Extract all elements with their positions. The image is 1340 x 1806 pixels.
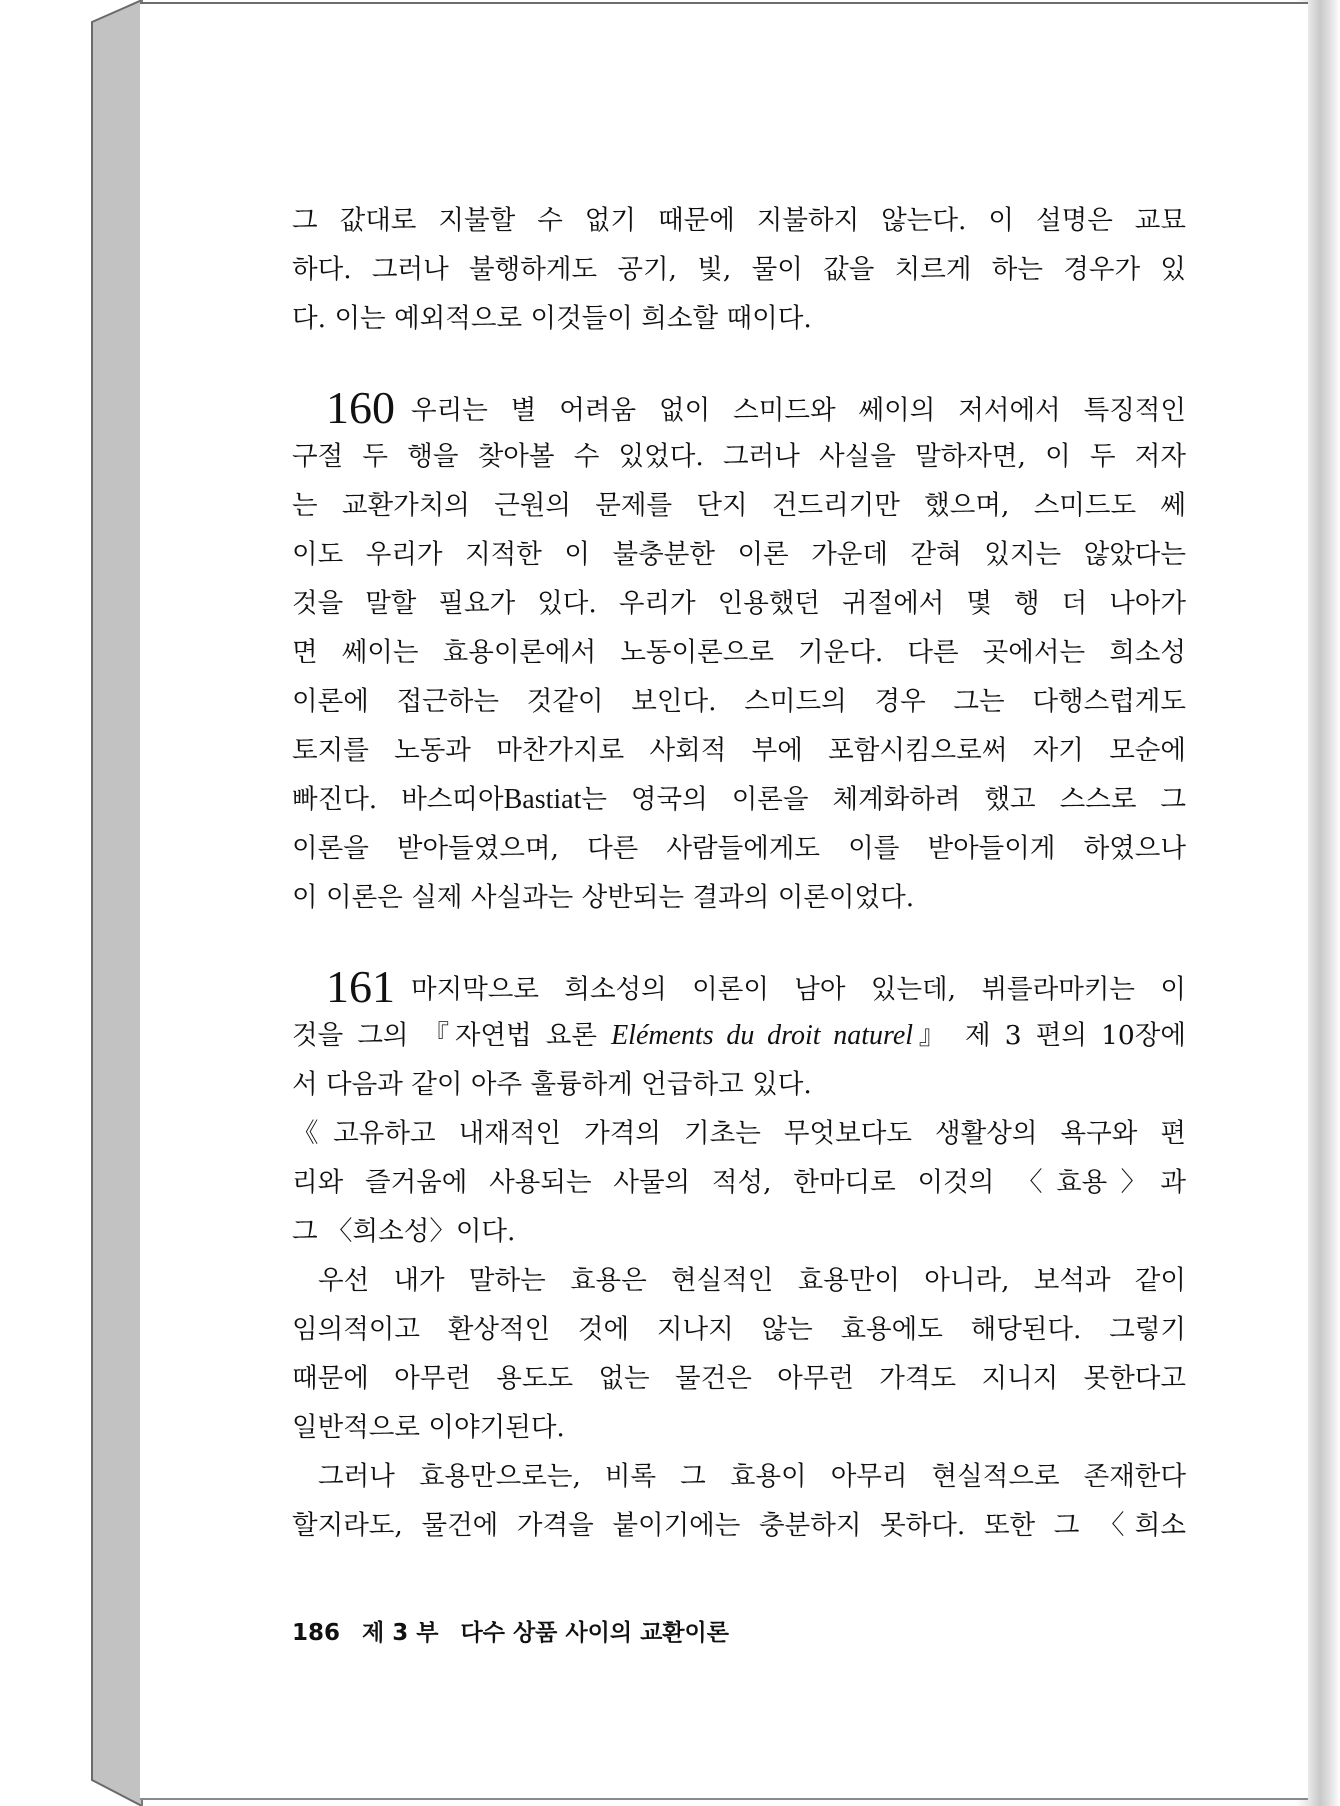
text-fragment: 것을 그의 『자연법 요론 <box>292 1020 612 1051</box>
text-line: 우리는 별 어려움 없이 스미드와 쎄이의 저서에서 특징적인 <box>411 395 1186 426</box>
text-line: 는 교환가치의 근원의 문제를 단지 건드리기만 했으며, 스미드도 쎄 <box>292 490 1186 521</box>
section-first-line <box>292 962 1186 1011</box>
text-line: 때문에 아무런 용도도 없는 물건은 아무런 가격도 지니지 못한다고 <box>292 1363 1186 1394</box>
text-fragment: 』 제 3 편의 10장에 <box>913 1020 1186 1051</box>
text-fragment: 그러나 효용만으로는, 비록 그 효용이 아무리 현실적으로 존재한다 <box>318 1461 1186 1492</box>
text-line: 할지라도, 물건에 가격을 붙이기에는 충분하지 못하다. 또한 그 〈희소 <box>292 1510 1186 1541</box>
text-line: 이론에 접근하는 것같이 보인다. 스미드의 경우 그는 다행스럽게도 <box>292 686 1186 717</box>
section-160 <box>292 383 1186 922</box>
page-footer <box>292 1614 743 1647</box>
text-line: 이도 우리가 지적한 이 불충분한 이론 가운데 갇혀 있지는 않았다는 <box>292 539 1186 570</box>
text-line-bastiat <box>292 775 1186 824</box>
text-line: 것을 말할 필요가 있다. 우리가 인용했던 귀절에서 몇 행 더 나아가 <box>292 588 1186 619</box>
text-line-book-title <box>292 1011 1186 1060</box>
quote-line: 리와 즐거움에 사용되는 사물의 적성, 한마디로 이것의 〈효용〉과 <box>292 1167 1186 1198</box>
intro-paragraph <box>292 196 1186 343</box>
text-line: 임의적이고 환상적인 것에 지나지 않는 효용에도 해당된다. 그렇기 <box>292 1314 1186 1345</box>
text-line: 면 쎄이는 효용이론에서 노동이론으로 기운다. 다른 곳에서는 희소성 <box>292 637 1186 668</box>
text-line-indented <box>292 1256 1186 1305</box>
text-line: 서 다음과 같이 아주 훌륭하게 언급하고 있다. <box>292 1069 812 1100</box>
latin-name: Bastiat <box>503 784 582 815</box>
text-fragment: 는 영국의 이론을 체계화하려 했고 스스로 그 <box>581 784 1186 815</box>
section-number: 160 <box>326 382 395 433</box>
text-fragment: 우선 내가 말하는 효용은 현실적인 효용만이 아니라, 보석과 같이 <box>318 1265 1186 1296</box>
section-number: 161 <box>326 961 395 1012</box>
text-line-indented <box>292 1452 1186 1501</box>
section-first-line <box>292 383 1186 432</box>
quote-line: 《고유하고 내재적인 가격의 기초는 무엇보다도 생활상의 욕구와 편 <box>292 1118 1186 1149</box>
quote-line: 그 〈희소성〉이다. <box>292 1216 516 1247</box>
text-line: 구절 두 행을 찾아볼 수 있었다. 그러나 사실을 말하자면, 이 두 저자 <box>292 441 1186 472</box>
part-title: 다수 상품 사이의 교환이론 <box>460 1620 729 1646</box>
text-line: 이 이론은 실제 사실과는 상반되는 결과의 이론이었다. <box>292 882 915 913</box>
text-line: 그 값대로 지불할 수 없기 때문에 지불하지 않는다. 이 설명은 교묘 <box>292 205 1186 236</box>
text-line: 다. 이는 예외적으로 이것들이 희소할 때이다. <box>292 303 812 334</box>
section-161 <box>292 962 1186 1550</box>
book-spine <box>0 0 150 1806</box>
text-line: 마지막으로 희소성의 이론이 남아 있는데, 뷔를라마키는 이 <box>411 974 1186 1005</box>
page-body <box>292 196 1186 1550</box>
text-line: 하다. 그러나 불행하게도 공기, 빛, 물이 값을 치르게 하는 경우가 있 <box>292 254 1186 285</box>
text-line: 토지를 노동과 마찬가지로 사회적 부에 포함시킴으로써 자기 모순에 <box>292 735 1186 766</box>
part-label: 제 3 부 <box>362 1620 439 1646</box>
page-number: 186 <box>292 1620 341 1646</box>
book-title: Eléments du droit naturel <box>611 1020 914 1051</box>
text-fragment: 빠진다. 바스띠아 <box>292 784 504 815</box>
text-line: 이론을 받아들였으며, 다른 사람들에게도 이를 받아들이게 하였으나 <box>292 833 1186 864</box>
text-line: 일반적으로 이야기된다. <box>292 1412 565 1443</box>
